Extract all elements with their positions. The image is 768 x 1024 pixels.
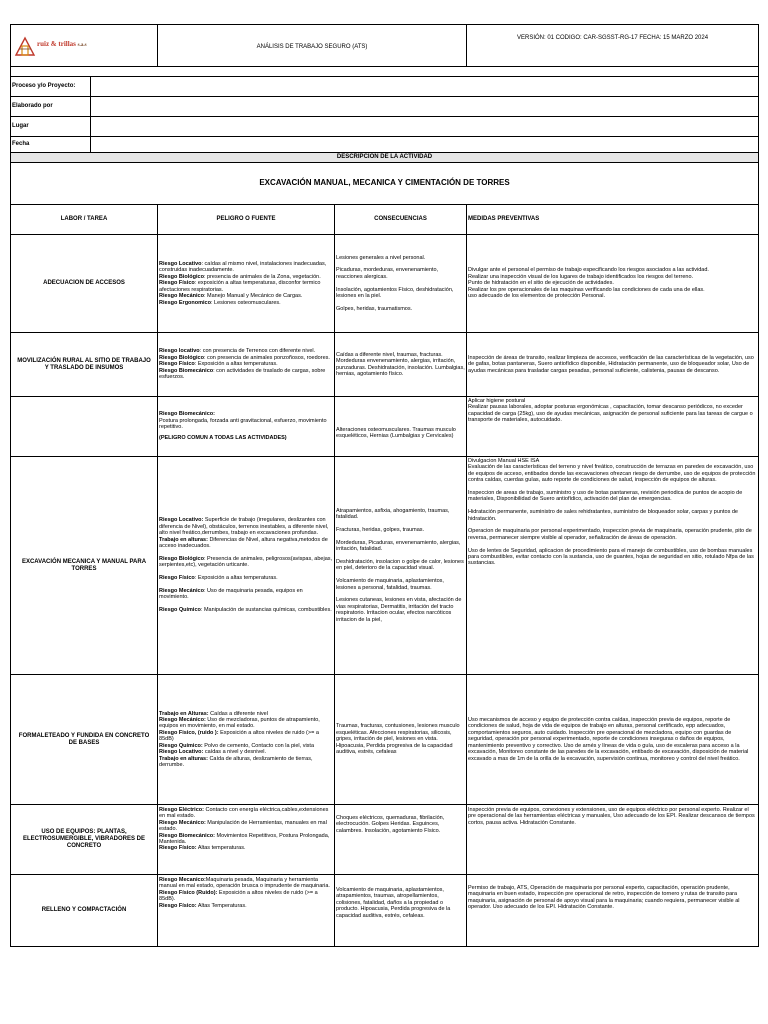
measures-cell: Inspección de áreas de transito, realizar limpieza de accesos, verificación de las características de la vegetación, uso de gafas, botas pantaneras, Suero antiofídico disponible, Hidratación permanente, uso de bloqueador solar, Uso de ayudas mecánicas para trasladar cargas pesadas, personal suficiente, calistenia, pausas de descanso. [467, 333, 759, 397]
measures-cell: Inspección previa de equipos, conexiones y extensiones, uso de equipos eléctrico por personal experto. Realizar el pre operacional de las herramientas eléctricas y manuales, Uso adecuado de los EPI. Realizar descansos de tiempos cortos, pausa activa. Hidratación Constante. [467, 805, 759, 875]
col-peligro: PELIGRO O FUENTE [158, 205, 335, 235]
measures-cell: Uso mecanismos de acceso y equipo de protección contra caídas, inspección previa de equipos, reporte de condiciones de salud, hoja de vida de equipos de trabajo en alturas, personal certificado, epp adecuados, comportamientos seguros, auto cuidado. Inspección pre operacional de mezcladora, equipo con guardas de seguridad, operación por personal experimentado, reporte de condiciones inseguras o daños de equipos, mantenimiento preventivo y correctivo. Uso de arnés y líneas de vida o guía, uso de escaleras para acceso a la excavación, Monitoreo constante de las paredes de la excavación, entibado de excavación, disposición de material excavado a mas de 1m de la orilla de la excavación, supervisión continua, monitoreo y control del nivel freático. [467, 675, 759, 805]
consequence-cell: Alteraciones osteomusculares. Traumas musculo esqueléticos, Hernias (Lumbalgias y Cervicales) [335, 397, 467, 457]
version-label: VERSIÓN: 01 [516, 35, 554, 41]
company-logo-text: ruiz & trillas s.a.s [37, 40, 87, 49]
task-cell: ADECUACION DE ACCESOS [11, 235, 158, 333]
info-row-lugar [11, 117, 759, 137]
date-label: FECHA: 15 MARZO 2024 [639, 35, 709, 41]
task-cell: USO DE EQUIPOS: PLANTAS, ELECTROSUMERGIBLE, VIBRADORES DE CONCRETO [11, 805, 158, 875]
hazard-cell: Riesgo Eléctrico: Contacto con energía eléctrica,cables,extensiones en mal estado. Riesgo Mecánico: Manipulación de Herramientas, manuales en mal estado. Riesgo Biomecánico: Movimientos Repetitivos, Postura Prolongada, Mantenida. Riesgo Físico: Altas temperaturas. [158, 805, 335, 875]
measures-cell: Permiso de trabajo, ATS, Operación de maquinaria por personal experto, capacitación, operación prudente, maquinaria en buen estado, inspección pre operacional de retro, inspección de tornero y rutas de transito para maquinaria, asignación de personal de apoyo visual para la maquinaria; cuando requiera, permanecer visible al operador. Uso adecuado de los EPI. Hidratación Constante. [467, 875, 759, 947]
table-row [11, 675, 759, 805]
header-row [11, 25, 759, 67]
task-cell: RELLENO Y COMPACTACIÓN [11, 875, 158, 947]
info-row-proyecto [11, 77, 759, 97]
consequence-cell: Lesiones generales a nivel personal. Picaduras, mordeduras, envenenamiento, reacciones alergicas. Insolación, agotamientos Físico, deshidratación, lesiones en la piel. Golpes, heridas, traumatismos. [335, 235, 467, 333]
ats-document [10, 24, 758, 947]
hazard-cell: Riesgo locativo: con presencia de Terrenos con diferente nivel. Riesgo Biológico: con presencia de animales ponzoñosos, roedores. Riesgo Físico: Exposición a altas temperaturas. Riesgo Biomecánico: con actividades de traslado de cargas, sobre esfuerzos. [158, 333, 335, 397]
table-row [11, 875, 759, 947]
spacer-row [11, 67, 759, 77]
fecha-label: Fecha [11, 137, 91, 153]
consequence-cell: Traumas, fracturas, contusiones, lesiones musculo esqueléticas. Afecciones respiratorias, silicosis, gripes, irritación de piel, lesiones en vista. Hipoacusia, Perdida progresiva de la capacidad auditiva, estrés, cefaleas [335, 675, 467, 805]
measures-cell: Divulgacion Manual HSE ISA Evaluación de las características del terreno y nivel freático, construcción de terrazas en paredes de excavación, uso de equipos de acceso, entibados donde las excavaciones ofrezcan riesgo de derrumbe, uso de equipos de protección contra caídas, cuerdas guías, auto reporte de condiciones de salud, inspección de equipos de alturas. Inspeccion de areas de trabajo, suministro y uso de botas pantaneras, revisión periodica de puntos de acopio de materiales, Disponibilidad de Suero antiofídico, activación del plan de emergencias. Hidratación permanente, suministro de sales rehidratantes, suministro de bloqueador solar, carpas y puntos de hidratación. Operacion de maquinaria por personal experimentado, inspeccion previa de maquinaria, operación prudente, pito de reversa, permanecer siempre visible al operador, señalización de áreas de operación. Uso de lentes de Seguridad, aplicacion de procedimiento para el manejo de combustibles, uso de bombas manuales para combustibles, evitar contacto con la sustancia, uso de guantes, hojas de seguridad en sitio, rotulado Nfpa de las sustancias. [467, 457, 759, 675]
info-row-fecha [11, 137, 759, 153]
proyecto-field[interactable] [91, 77, 759, 97]
measures-cell: Divulgar ante el personal el permiso de trabajo especificando los riesgos asociados a las actividad. Realizar una inspección visual de los lugares de trabajo identificados los riesgos del terreno. Punto de hidratación en el sitio de ejecución de actividades. Realizar los pre operacionales de las maquinas verificando las condiciones de cada una de ellas. uso adecuado de los elementos de protección Personal. [467, 235, 759, 333]
task-cell: MOVILIZACIÓN RURAL AL SITIO DE TRABAJO Y TRASLADO DE INSUMOS [11, 333, 158, 397]
logo-cell [11, 25, 158, 67]
table-row [11, 457, 759, 675]
info-row-elaborado [11, 97, 759, 117]
document-title: ANÁLISIS DE TRABAJO SEGURO (ATS) [158, 25, 467, 67]
lugar-field[interactable] [91, 117, 759, 137]
lugar-label: Lugar [11, 117, 91, 137]
column-header-row [11, 205, 759, 235]
col-medidas: MEDIDAS PREVENTIVAS [467, 205, 759, 235]
fecha-field[interactable] [91, 137, 759, 153]
table-row [11, 235, 759, 333]
hazard-cell: Riesgo Locativo: caídas al mismo nivel, instalaciones inadecuadas, construidas inadecuadamente. Riesgo Biológico: presencia de animales de la Zona, vegetación. Riesgo Físico: exposición a altas temperaturas, disconfor termico afectaciones respiratorias. Riesgo Mecánico: Manejo Manual y Mecánico de Cargas. Riesgo Ergonomico: Lesiones osteomusculares. [158, 235, 335, 333]
elaborado-field[interactable] [91, 97, 759, 117]
document-meta [467, 25, 759, 67]
hazard-cell: Riesgo Biomecánico: Postura prolongada, forzada anti gravitacional, esfuerzo, movimiento repetitivo. (PELIGRO COMUN A TODAS LAS ACTIVIDADES) [158, 397, 335, 457]
elaborado-label: Elaborado por [11, 97, 91, 117]
consequence-cell: Atrapamientos, asfixia, ahogamiento, traumas, fatalidad. Fracturas, heridas, golpes, traumas. Mordeduras, Picaduras, envenenamiento, alergias, irritación, fatalidad. Deshidratación, insolacion o golpe de calor, lesiones en piel, deterioro de la capacidad visual. Volcamiento de maquinaria, aplastamientos, lesiones a personal, fatalidad, traumas. Lesiones cutaneas, lesiones en vista, afectación de vias respiratorias, Dermatitis, irritación del tracto respiratorio. Irritacion ocular, efectos narcóticos irritacion de la piel, [335, 457, 467, 675]
activity-title: EXCAVACIÓN MANUAL, MECANICA Y CIMENTACIÓN DE TORRES [11, 163, 759, 205]
code-label: CODIGO: CAR-SGSST-RG-17 [555, 35, 638, 41]
table-row [11, 397, 759, 457]
ats-table [10, 24, 759, 947]
proyecto-label: Proceso y/o Proyecto: [11, 77, 91, 97]
hazard-cell: Riesgo Locativo: Superficie de trabajo (irregulares, deslizantes con diferencia de Nivel), obstáculos, terrenos inestables, a diferente nivel, alto nivel freático,derrumbes, trabajo en excavaciones profundas. Trabajo en alturas: Diferencias de Nivel, altura negativa,metodos de acceso inadecuados. Riesgo Biológico: Presencia de animales, peligrosos(avispas, abejas, serpientes,etc), vegetación urticante. Riesgo Físico: Exposición a altas temperaturas. Riesgo Mecánico: Uso de maquinaria pesada, equipos en movimiento. Riesgo Químico: Manipulación de sustancias químicas, combustibles. [158, 457, 335, 675]
task-cell: EXCAVACIÓN MECANICA Y MANUAL PARA TORRES [11, 457, 158, 675]
task-cell: FORMALETEADO Y FUNDIDA EN CONCRETO DE BASES [11, 675, 158, 805]
consequence-cell: Caídas a diferente nivel, traumas, fracturas. Mordeduras envenenamiento, alergias, irritación, punzaduras. Deshidratación, insolación. Lumbalgias, hernias, agotamiento físico. [335, 333, 467, 397]
consequence-cell: Choques eléctricos, quemaduras, fibrilación, electrocución. Golpes Heridas. Esguinces, calambres. Insolación, agotamiento Físico. [335, 805, 467, 875]
col-consecuencias: CONSECUENCIAS [335, 205, 467, 235]
company-logo-icon [14, 35, 36, 57]
hazard-cell: Trabajo en Alturas: Caídas a diferente nivel Riesgo Mecánico: Uso de mezcladoras, puntos de atrapamiento, equipos en movimiento, en mal estado. Riesgo Fisico, (ruido ): Exposición a altos niveles de ruido (>= a 85dB) Riesgo Químico: Polvo de cemento, Contacto con la piel, vista Riesgo Locativo: caídas a nivel y desnivel. Trabajo en alturas: Caída de alturas, deslizamiento de tierras, derrumbe. [158, 675, 335, 805]
consequence-cell: Volcamiento de maquinaria, aplastamientos, atrapamientos, traumas, atropellamientos, colisiones, fatalidad, daños a la propiedad o producto. Hipoacusia, Perdida progresiva de la capacidad auditiva, estrés, cefaleas. [335, 875, 467, 947]
table-row [11, 333, 759, 397]
measures-cell: Aplicar higiene postural Realizar pausas laborales, adoptar posturas ergonómicas , capacitación, tomar descanso periódicos, no exceder capacidad de carga (25kg), uso de ayudas mecánicas, asignación de personal suficiente para las tareas de cargue o transporte de materiales, autocuidado. [467, 397, 759, 457]
table-row [11, 805, 759, 875]
hazard-cell: Riesgo Mecanico:Maquinaria pesada, Maquinaria y herramienta manual en mal estado, operación brusca o imprudente de maquinaria. Riesgo Físico (Ruido): Exposición a altos niveles de ruido (>= a 85dB). Riesgo Físico: Altas Temperaturas. [158, 875, 335, 947]
section-title: DESCRIPCIÓN DE LA ACTIVIDAD [11, 153, 759, 163]
task-cell [11, 397, 158, 457]
col-labor: LABOR / TAREA [11, 205, 158, 235]
